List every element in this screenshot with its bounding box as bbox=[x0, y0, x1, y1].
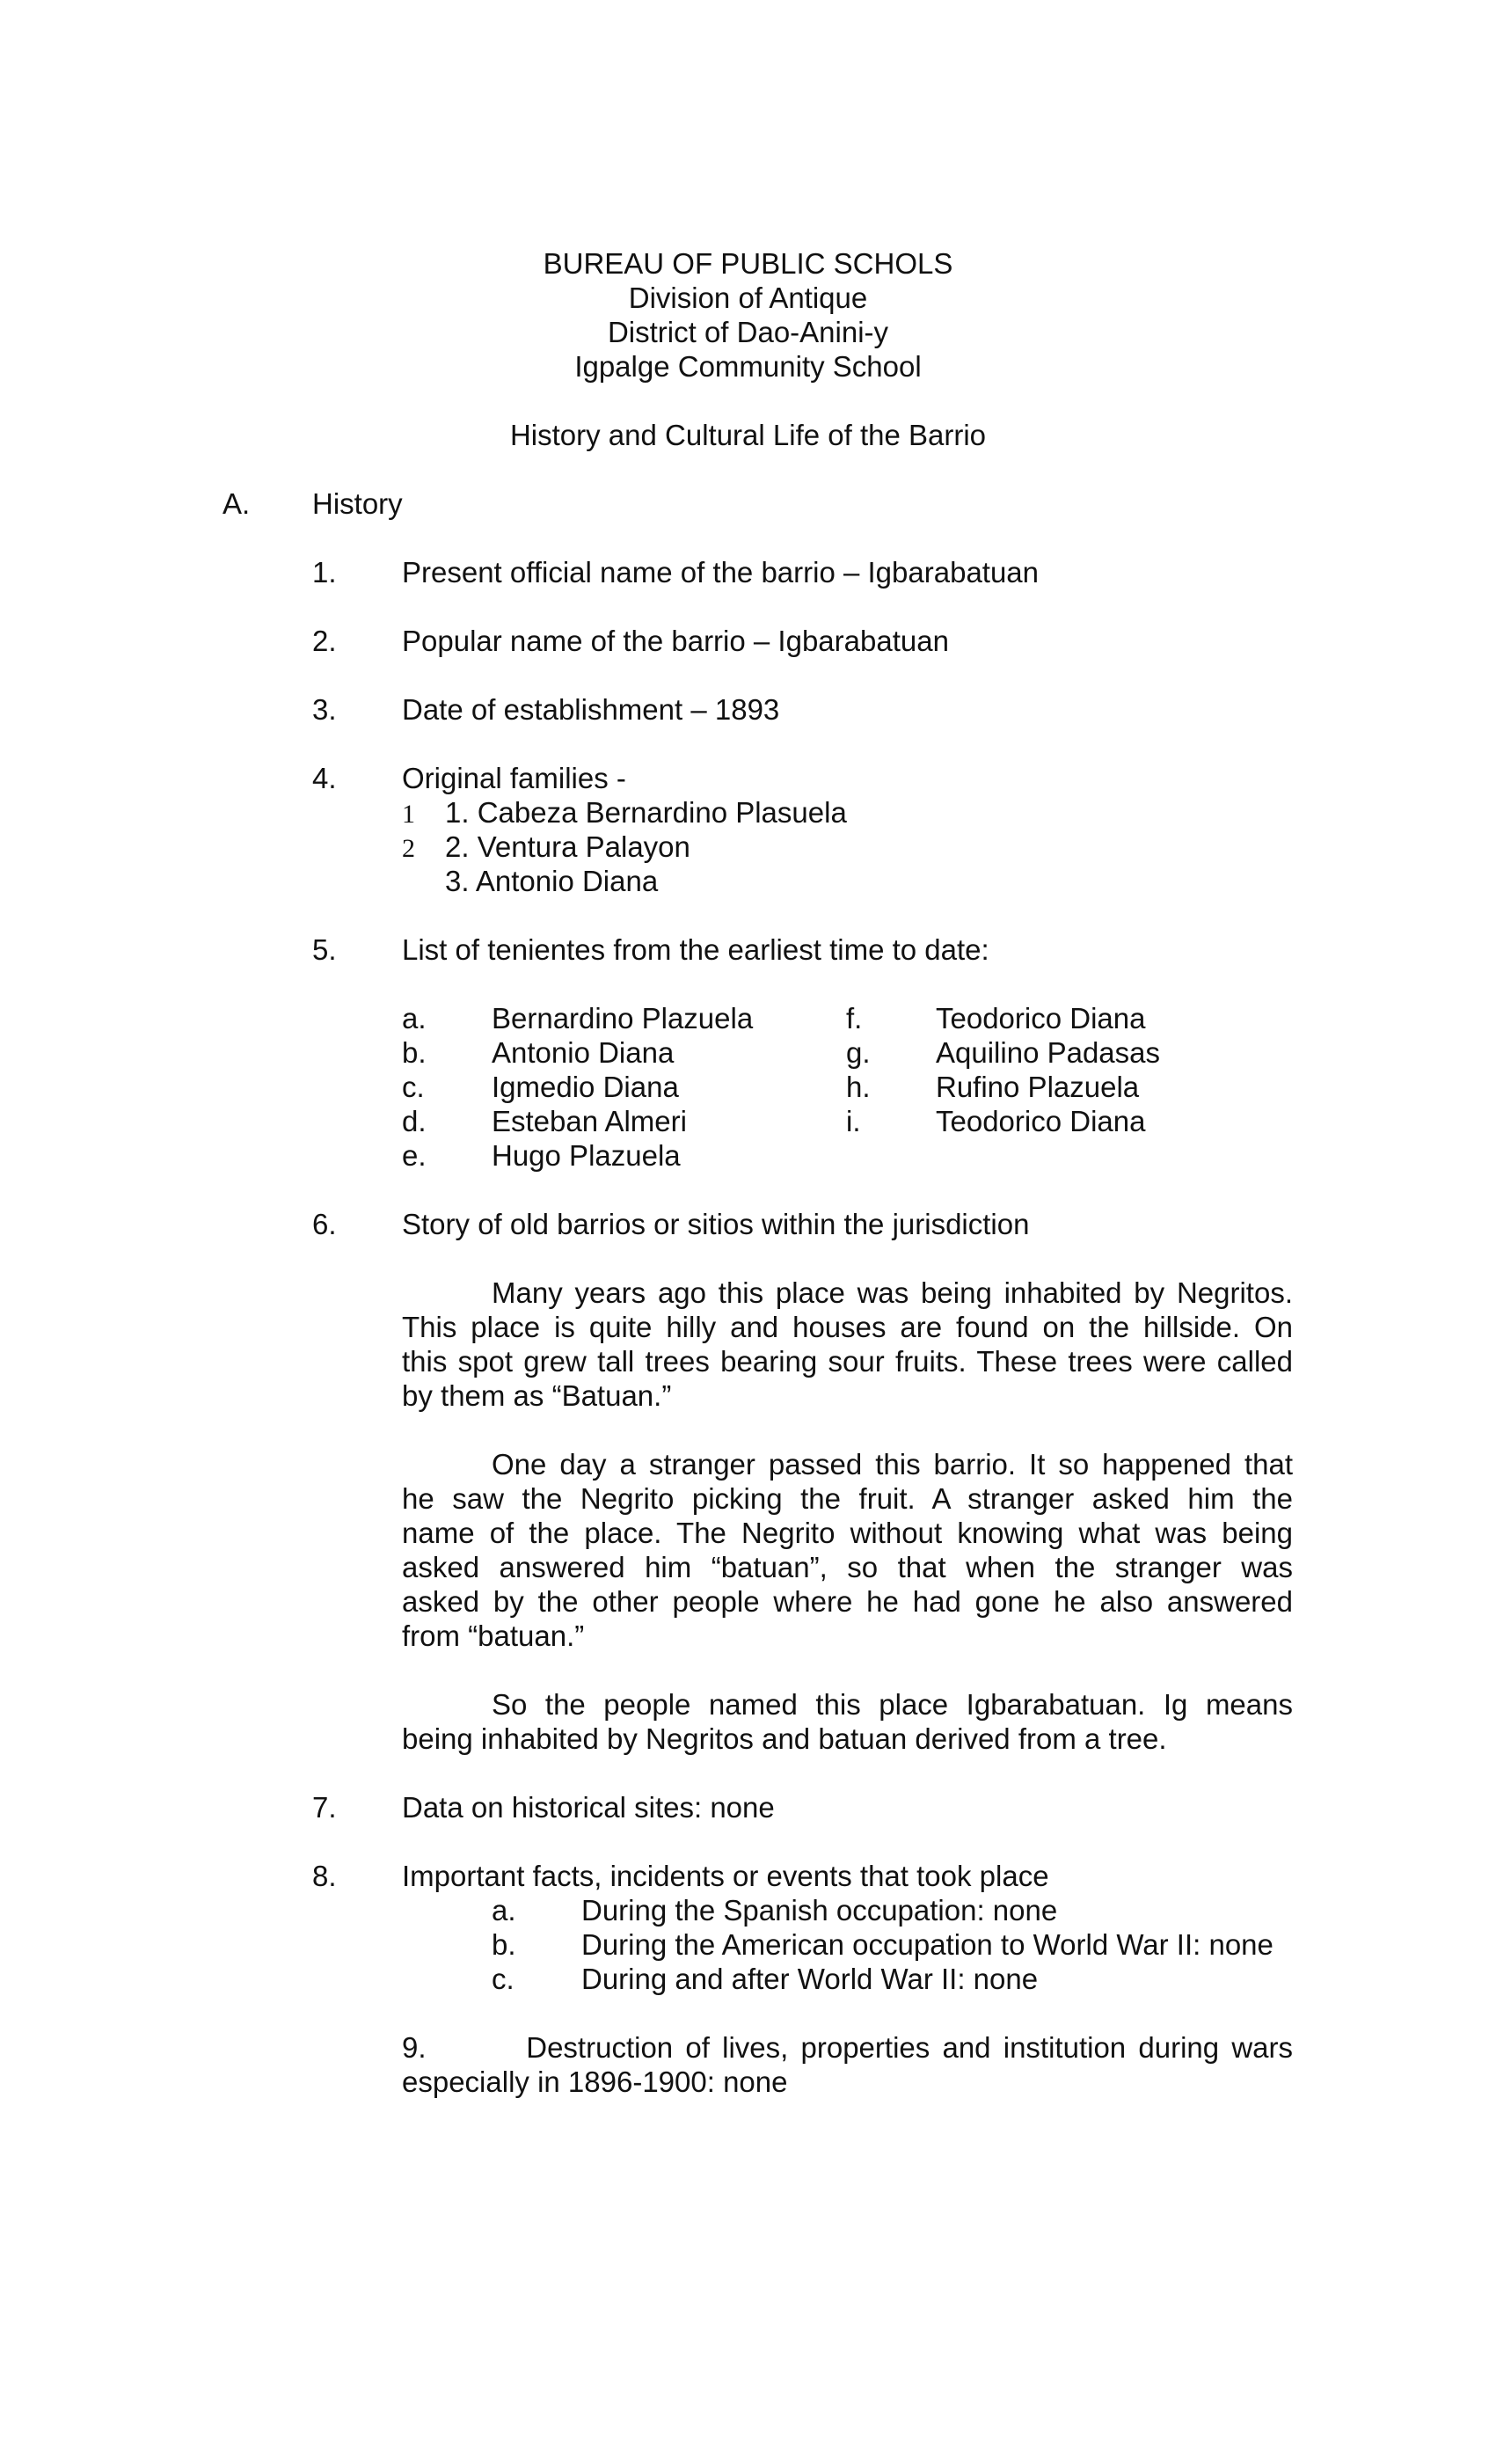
teniente-letter: f. bbox=[846, 1002, 863, 1035]
family-item: 1. Cabeza Bernardino Plasuela bbox=[445, 796, 847, 829]
teniente-letter: d. bbox=[402, 1105, 427, 1137]
event-text: During the American occupation to World War II: none bbox=[581, 1928, 1273, 1961]
paragraph-line: One day a stranger passed this barrio. It so happened that bbox=[492, 1448, 1293, 1481]
bureau-heading: BUREAU OF PUBLIC SCHOLS bbox=[543, 247, 953, 280]
teniente-letter: e. bbox=[402, 1139, 427, 1172]
paragraph-line: So the people named this place Igbarabatuan. Ig means bbox=[492, 1688, 1293, 1721]
teniente-letter: h. bbox=[846, 1071, 871, 1103]
school-heading: Igpalge Community School bbox=[574, 350, 922, 383]
paragraph-line: 9. Destruction of lives, properties and institution during wars bbox=[402, 2031, 1293, 2064]
paragraph-line: this spot grew tall trees bearing sour fruits. These trees were called bbox=[402, 1345, 1293, 1378]
teniente-letter: c. bbox=[402, 1071, 425, 1103]
item-number: 6. bbox=[312, 1208, 337, 1240]
teniente-name: Igmedio Diana bbox=[492, 1071, 679, 1103]
event-text: During and after World War II: none bbox=[581, 1963, 1039, 1995]
teniente-name: Rufino Plazuela bbox=[936, 1071, 1140, 1103]
paragraph-line: from “batuan.” bbox=[402, 1620, 585, 1652]
teniente-letter: i. bbox=[846, 1105, 861, 1137]
teniente-name: Aquilino Padasas bbox=[936, 1036, 1161, 1069]
item-9-paragraph bbox=[402, 2030, 1293, 2099]
story-paragraph-2 bbox=[402, 1447, 1293, 1653]
teniente-name: Bernardino Plazuela bbox=[492, 1002, 754, 1035]
paragraph-line: being inhabited by Negritos and batuan derived from a tree. bbox=[402, 1722, 1167, 1755]
item-text: Important facts, incidents or events that took place bbox=[402, 1860, 1049, 1892]
item-text: Original families - bbox=[402, 762, 626, 794]
item-number: 4. bbox=[312, 762, 337, 794]
story-paragraph-3 bbox=[402, 1687, 1293, 1756]
item-text: Data on historical sites: none bbox=[402, 1791, 775, 1824]
teniente-name: Teodorico Diana bbox=[936, 1105, 1146, 1137]
teniente-name: Antonio Diana bbox=[492, 1036, 675, 1069]
document-title: History and Cultural Life of the Barrio bbox=[509, 419, 987, 451]
item-text: Story of old barrios or sitios within the jurisdiction bbox=[402, 1208, 1030, 1240]
district-heading: District of Dao-Anini-y bbox=[607, 316, 889, 348]
teniente-name: Teodorico Diana bbox=[936, 1002, 1146, 1035]
item-number: 2. bbox=[312, 625, 337, 657]
teniente-letter: a. bbox=[402, 1002, 427, 1035]
margin-mark: 1 bbox=[402, 800, 415, 829]
event-letter: c. bbox=[492, 1963, 514, 1995]
item-text: Present official name of the barrio – Igbarabatuan bbox=[402, 556, 1040, 589]
paragraph-line: Many years ago this place was being inhabited by Negritos. bbox=[492, 1276, 1293, 1309]
paragraph-line: name of the place. The Negrito without knowing what was being bbox=[402, 1517, 1293, 1549]
division-heading: Division of Antique bbox=[628, 281, 868, 314]
section-label: History bbox=[312, 487, 403, 520]
margin-mark: 2 bbox=[402, 834, 415, 863]
item-text: Popular name of the barrio – Igbarabatuan bbox=[402, 625, 949, 657]
section-letter: A. bbox=[223, 487, 251, 520]
item-number: 1. bbox=[312, 556, 337, 589]
paragraph-line: especially in 1896-1900: none bbox=[402, 2066, 788, 2098]
family-item: 3. Antonio Diana bbox=[445, 865, 659, 897]
paragraph-line: This place is quite hilly and houses are found on the hillside. On bbox=[402, 1311, 1293, 1343]
event-text: During the Spanish occupation: none bbox=[581, 1894, 1058, 1927]
story-paragraph-1 bbox=[402, 1276, 1293, 1413]
paragraph-line: asked by the other people where he had gone he also answered bbox=[402, 1585, 1293, 1618]
item-text: List of tenientes from the earliest time to date: bbox=[402, 933, 989, 966]
teniente-name: Hugo Plazuela bbox=[492, 1139, 681, 1172]
paragraph-line: he saw the Negrito picking the fruit. A stranger asked him the bbox=[402, 1482, 1293, 1515]
paragraph-line: asked answered him “batuan”, so that when the stranger was bbox=[402, 1551, 1293, 1583]
event-letter: a. bbox=[492, 1894, 516, 1927]
item-number: 7. bbox=[312, 1791, 337, 1824]
item-number: 5. bbox=[312, 933, 337, 966]
item-number: 3. bbox=[312, 693, 337, 726]
family-item: 2. Ventura Palayon bbox=[445, 830, 690, 863]
item-number: 8. bbox=[312, 1860, 337, 1892]
teniente-letter: b. bbox=[402, 1036, 427, 1069]
event-letter: b. bbox=[492, 1928, 516, 1961]
item-text: Date of establishment – 1893 bbox=[402, 693, 780, 726]
teniente-name: Esteban Almeri bbox=[492, 1105, 687, 1137]
paragraph-line: by them as “Batuan.” bbox=[402, 1379, 672, 1412]
teniente-letter: g. bbox=[846, 1036, 871, 1069]
